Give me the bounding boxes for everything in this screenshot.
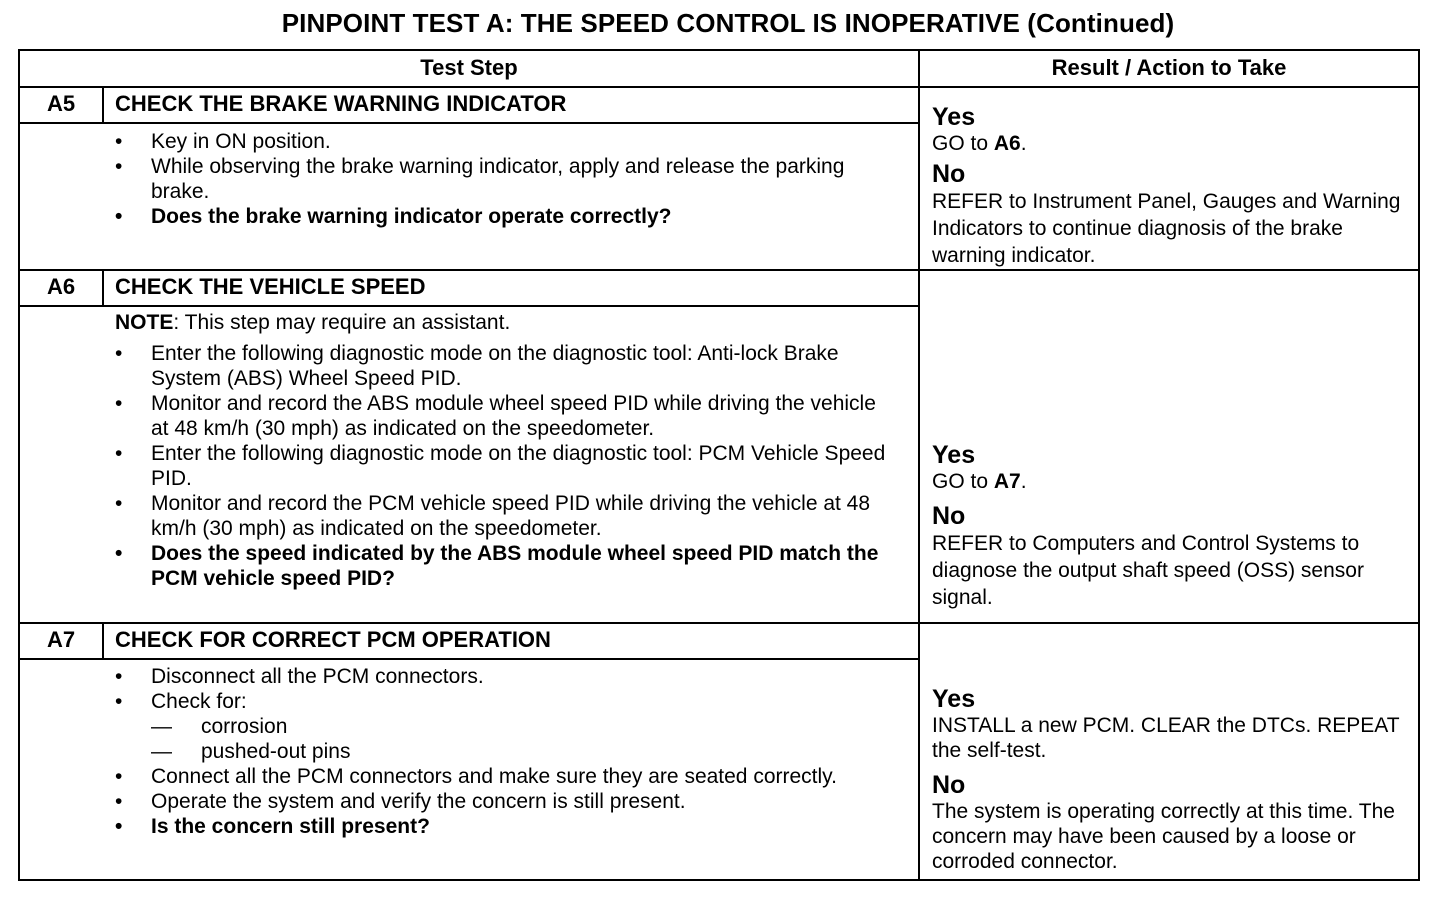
step-question: • Is the concern still present? [115,815,430,838]
step-question: • Does the speed indicated by the ABS module wheel speed PID match the PCM vehicle speed PID? [115,542,879,590]
no-action: The system is operating correctly at this time. The concern may have been caused by a loose or corroded connector. [932,800,1395,873]
result-a6 [932,441,1407,611]
header-divider [20,86,1418,88]
header-test-step: Test Step [420,55,518,80]
note: NOTE: This step may require an assistant. [115,311,511,334]
sub-item: — corrosion [151,715,288,738]
no-label: No [932,771,966,799]
yes-action: GO to A6. [932,132,1027,155]
id-divider-a7 [102,623,104,659]
step-body-a7 [115,664,895,839]
result-a7 [932,685,1407,874]
result-a5 [932,103,1407,269]
row-divider-a5 [20,269,1418,271]
list-item: • Enter the following diagnostic mode on the diagnostic tool: PCM Vehicle Speed PID. [115,442,886,490]
list-item: • Operate the system and verify the concern is still present. [115,790,686,813]
list-item: • Enter the following diagnostic mode on the diagnostic tool: Anti-lock Brake System (ABS) Wheel Speed PID. [115,342,839,390]
page-title: PINPOINT TEST A: THE SPEED CONTROL IS INOPERATIVE (Continued) [281,8,1175,38]
title-divider-a5 [20,122,918,124]
step-id-a7: A7 [46,627,76,652]
step-title-a7: CHECK FOR CORRECT PCM OPERATION [115,627,551,652]
no-action: REFER to Instrument Panel, Gauges and Warning Indicators to continue diagnosis of the brake warning indicator. [932,190,1401,267]
yes-label: Yes [932,103,976,131]
list-item: • Monitor and record the PCM vehicle speed PID while driving the vehicle at 48 km/h (30 mph) as indicated on the speedometer. [115,492,871,540]
sub-item: — pushed-out pins [151,740,351,763]
yes-label: Yes [932,685,976,713]
step-body-a5 [115,129,895,229]
row-divider-a6 [20,622,1418,624]
yes-action: GO to A7. [932,470,1027,493]
yes-label: Yes [932,441,976,469]
list-item: • While observing the brake warning indicator, apply and release the parking brake. [115,155,845,203]
step-id-a6: A6 [46,274,76,299]
no-label: No [932,502,966,530]
step-body-a6 [115,310,895,591]
step-title-a6: CHECK THE VEHICLE SPEED [115,274,426,299]
step-title-a5: CHECK THE BRAKE WARNING INDICATOR [115,91,567,116]
list-item: • Key in ON position. [115,130,331,153]
no-action: REFER to Computers and Control Systems to diagnose the output shaft speed (OSS) sensor signal. [932,532,1364,609]
title-divider-a7 [20,658,918,660]
list-item: • Disconnect all the PCM connectors. [115,665,484,688]
list-item: • Check for: [115,690,247,713]
header-result: Result / Action to Take [1051,55,1287,80]
step-question: • Does the brake warning indicator operate correctly? [115,205,672,228]
step-id-a5: A5 [46,91,76,116]
column-divider [918,51,920,879]
id-divider-a5 [102,87,104,123]
list-item: • Connect all the PCM connectors and make sure they are seated correctly. [115,765,837,788]
yes-action: INSTALL a new PCM. CLEAR the DTCs. REPEAT the self-test. [932,714,1400,762]
list-item: • Monitor and record the ABS module wheel speed PID while driving the vehicle at 48 km/h (30 mph) as indicated on the speedometer. [115,392,876,440]
id-divider-a6 [102,270,104,306]
title-divider-a6 [20,305,918,307]
no-label: No [932,160,966,188]
pinpoint-test-table [18,49,1420,881]
